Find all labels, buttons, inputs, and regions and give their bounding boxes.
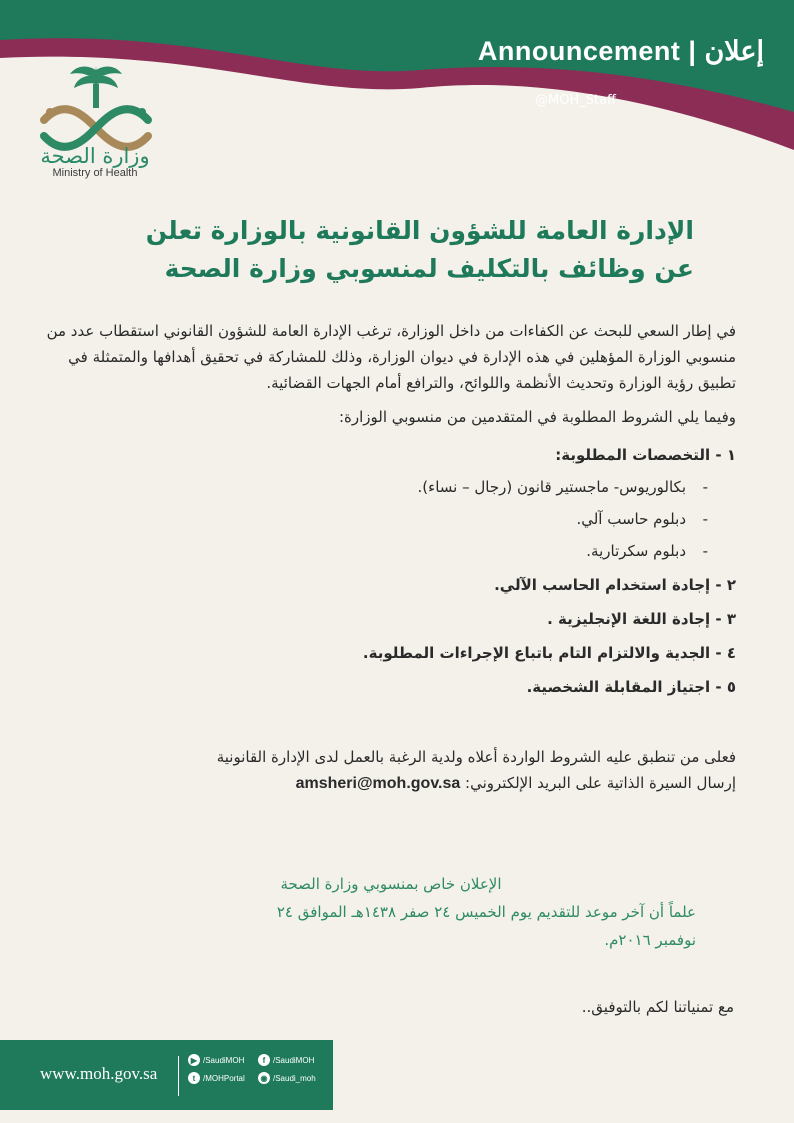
deadline-note (46, 870, 736, 954)
headline-line2: عن وظائف بالتكليف لمنسوبي وزارة الصحة (164, 254, 694, 283)
social-youtube[interactable]: ▶ /SaudiMOH (188, 1054, 258, 1066)
logo-text-english: Ministry of Health (52, 167, 138, 179)
deadline-line-1: علماً أن آخر موعد للتقديم يوم الخميس ٢٤ صفر ١٤٣٨هـ الموافق ٢٤ (276, 903, 696, 921)
specialties-list (46, 474, 708, 564)
social-snapchat[interactable]: ◉ /Saudi_moh (258, 1072, 328, 1084)
website-link[interactable]: www.moh.gov.sa (40, 1064, 158, 1083)
requirement-2: ٢ - إجادة استخدام الحاسب الآلي. (494, 576, 736, 594)
exclusive-note: الإعلان خاص بمنسوبي وزارة الصحة (280, 875, 502, 893)
list-item: -بكالوريوس- ماجستير قانون (رجال – نساء). (417, 478, 708, 496)
announcement-title: Announcement | إعلان (477, 36, 764, 66)
regards-text: مع تمنياتنا لكم بالتوفيق.. (581, 998, 734, 1016)
deadline-line-2: نوفمبر ٢٠١٦م. (604, 931, 696, 949)
headline-line1: الإدارة العامة للشؤون القانونية بالوزارة تعلن (145, 216, 694, 245)
requirement-3: ٣ - إجادة اللغة الإنجليزية . (547, 610, 736, 628)
twitter-icon: t (188, 1072, 200, 1084)
social-facebook[interactable]: f /SaudiMOH (258, 1054, 328, 1066)
closing-line-2: إرسال السيرة الذاتية على البريد الإلكتروني: amsheri@moh.gov.sa (295, 774, 736, 792)
requirement-5: ٥ - اجتياز المقابلة الشخصية. (526, 678, 736, 696)
social-links (188, 1054, 328, 1084)
snapchat-icon: ◉ (258, 1072, 270, 1084)
list-item: -دبلوم حاسب آلي. (576, 510, 708, 528)
footer-bar (0, 1040, 333, 1110)
announcement-body (46, 318, 736, 797)
list-item: -دبلوم سكرتارية. (586, 542, 708, 560)
headline (94, 212, 694, 288)
social-twitter[interactable]: t /MOHPortal (188, 1072, 258, 1084)
requirement-1-title: ١ - التخصصات المطلوبة: (555, 446, 736, 464)
logo-text-arabic: وزارة الصحة (40, 144, 150, 168)
facebook-icon: f (258, 1054, 270, 1066)
conditions-intro: وفيما يلي الشروط المطلوبة في المتقدمين من منسوبي الوزارة: (338, 408, 736, 426)
intro-paragraph: في إطار السعي للبحث عن الكفاءات من داخل الوزارة، ترغب الإدارة العامة للشؤون القانوني استقطاب عدد من منسوبي الوزارة المؤهلين في هذه الإدارة في ديوان الوزارة، وذلك للمشاركة في تحقيق أهدافها والمتمثلة في تطبيق رؤية الوزارة وتحديث الأنظمة واللوائح، والترافع أمام الجهات القضائية. (46, 322, 736, 392)
requirement-4: ٤ - الجدية والالتزام التام باتباع الإجراءات المطلوبة. (362, 644, 736, 662)
closing-line-1: فعلى من تنطبق عليه الشروط الواردة أعلاه ولدية الرغبة بالعمل لدى الإدارة القانونية (216, 748, 736, 766)
footer-divider (178, 1056, 179, 1096)
youtube-icon: ▶ (188, 1054, 200, 1066)
email-link[interactable]: amsheri@moh.gov.sa (295, 775, 461, 792)
twitter-handle: @MOH_Staff (535, 93, 616, 108)
